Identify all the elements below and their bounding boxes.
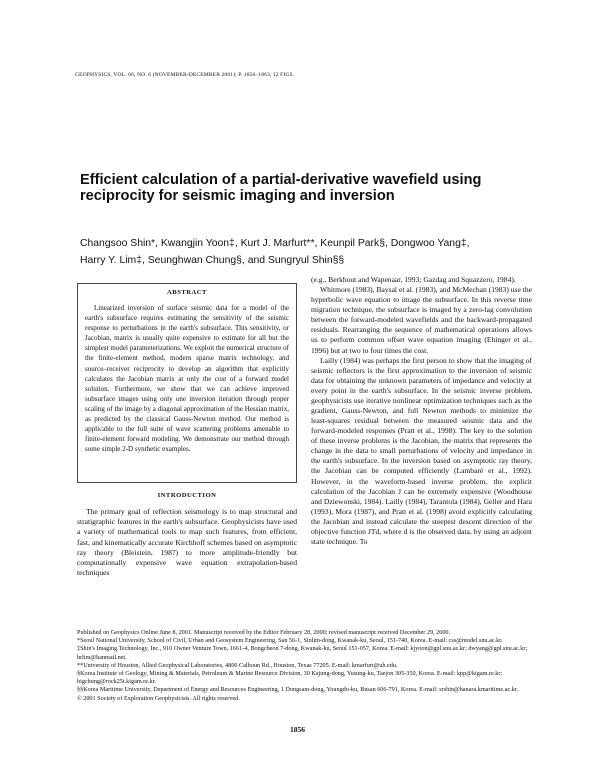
right-column (311, 275, 532, 547)
right-paragraph-2: Whitmore (1983), Baysal et al. (1983), and McMechan (1983) use the hyperbolic wave equation to image the subsurface. In this reverse time migration technique, the subsurface is imaged by a zero-lag convolution between the forward-modeled wavefields and the backward-propagated residuals. Rearranging the sequence of mathematical operations allows us to perform common offset wave equation imaging (Ehinger et al., 1996) but at two to four times the cost. (311, 285, 532, 355)
affiliation-footnote: §§Korea Maritime University, Department of Energy and Resources Engineering, 1 Dongsam-dong, Youngdo-ku, Busan 606-791, Korea. E-mail: srshin@hanara.kmaritime.ac.kr. (77, 686, 519, 694)
author-line-1: Changsoo Shin*, Kwangjin Yoon‡, Kurt J. Marfurt**, Keunpil Park§, Dongwoo Yang‡, (80, 238, 470, 249)
journal-header: GEOPHYSICS, VOL. 66, NO. 6 (NOVEMBER-DECEMBER 2001); P. 1856–1863, 12 FIGS. (75, 72, 295, 78)
affiliation-footnote: *Seoul National University, School of Civil, Urban and Geosystem Engineering, San 56-1, Sinlim-dong, Kwanak-ku, Seoul, 151-740, Korea. E-mail: css@model.snu.ac.kr. (77, 637, 503, 645)
affiliation-footnote: §Korea Institute of Geology, Mining & Materials, Petroleum & Marine Resource Division, 30 Kajung-dong, Yusung-ku, Taejon 305-350, Korea. E-mail: kpp@kigam.re.kr; bigchung@rock25t.kigam.re.kr. (77, 670, 503, 686)
author-line-2: Harry Y. Lim‡, Seunghwan Chung§, and Sungryul Shin§§ (80, 254, 345, 266)
abstract-text: Linearized inversion of surface seismic data for a model of the earth's subsurface requires estimating the sensitivity of the seismic response to perturbations in the earth's subsurface. This sensitivity, or Jacobian, matrix is usually quite expensive to estimate for all but the simplest model parameterizations. We exploit the numerical structure of the finite-element method, modern sparse matrix technology, and source–receiver reciprocity to develop an algorithm that explicitly calculates the Jacobian matrix at only the cost of a forward model solution. Furthermore, we show that we can achieve improved subsurface images using only one inversion iteration through proper scaling of the image by a diagonal approximation of the Hessian matrix, as predicted by the classical Gauss-Newton method. Our method is applicable to the full suite of wave scattering problems amenable to finite-element forward modeling. We demonstrate our method through some simple 2-D synthetic examples. (85, 304, 289, 454)
copyright-note: © 2001 Society of Exploration Geophysicists. All rights reserved. (77, 694, 240, 702)
author-list (80, 236, 520, 269)
introduction-text: The primary goal of reflection seismology is to map structural and stratigraphic features in the earth's subsurface. Geophysicists have used a variety of mathematical tools to map such features, from efficient, fast, and kinematically accurate Kirchhoff schemes based on asymptotic ray theory (Bleistein, 1987) to more amplitude-friendly but computationally expensive wave equation extrapolation-based techniques (77, 507, 297, 578)
affiliation-footnote: ‡Shin's Imaging Technology, Inc., 910 Owner Venture Town, 1661-4, Bongcheon 7-dong, Kwanak-ku, Seoul 151-057, Korea. E-mail: kjyoon@gpl.snu.ac.kr; dwyang@gpl.snu.ac.kr; hrlim@hanmail.net. (77, 645, 528, 661)
publication-note: Published on Geophysics Online June 8, 2001. Manuscript received by the Editor February 28, 2000; revised manuscript received December 29, 2000. (77, 629, 451, 636)
paper-title: Efficient calculation of a partial-derivative wavefield using reciprocity for seismic imaging and inversion (80, 172, 482, 204)
right-paragraph-3: Lailly (1984) was perhaps the first person to show that the imaging of seismic reflectors is the first approximation to the inversion of seismic data for obtaining the unknown parameters of impedance and velocity at every point in the earth's subsurface. In the seismic inverse problem, geophysicists use iterative nonlinear optimization techniques such as the gradient, Gauss-Newton, and full Newton methods to minimize the least-squares residual between the measured seismic data and the forward-modeled responses (Pratt et al., 1998). The key to the solution of these inverse problems is the Jacobian, the matrix that represents the change in the data to small perturbations of velocity and impedance in the earth's subsurface. In the inversion based on asymptotic ray theory, the Jacobian can be computed efficiently (Lambaré et al., 1992). However, in the waveform-based inverse problem, the explicit calculation of the Jacobian J can be extremely expensive (Woodhouse and Dziewonski, 1984). Lailly (1984), Tarantola (1984), Geller and Hara (1993), Mora (1987), and Pratt et al. (1998) avoid explicitly calculating the Jacobian and instead calculate the steepest descent direction of the objective function JTd, where d is the observed data, by using an adjoint state technique. To (311, 355, 532, 547)
introduction-section (77, 492, 297, 578)
footnotes (77, 629, 533, 703)
introduction-heading: INTRODUCTION (157, 492, 217, 499)
affiliation-footnote: **University of Houston, Allied Geophysical Laboratories, 4800 Calhoun Rd., Houston, Texas 77205. E-mail: kmarfurt@uh.edu. (77, 661, 398, 669)
abstract-box (77, 283, 297, 483)
abstract-heading: ABSTRACT (167, 289, 207, 296)
right-paragraph-1: (e.g., Berkhout and Wapenaar, 1993; Gazdag and Squazzero, 1984). (311, 275, 516, 284)
page-number: 1856 (290, 725, 305, 734)
